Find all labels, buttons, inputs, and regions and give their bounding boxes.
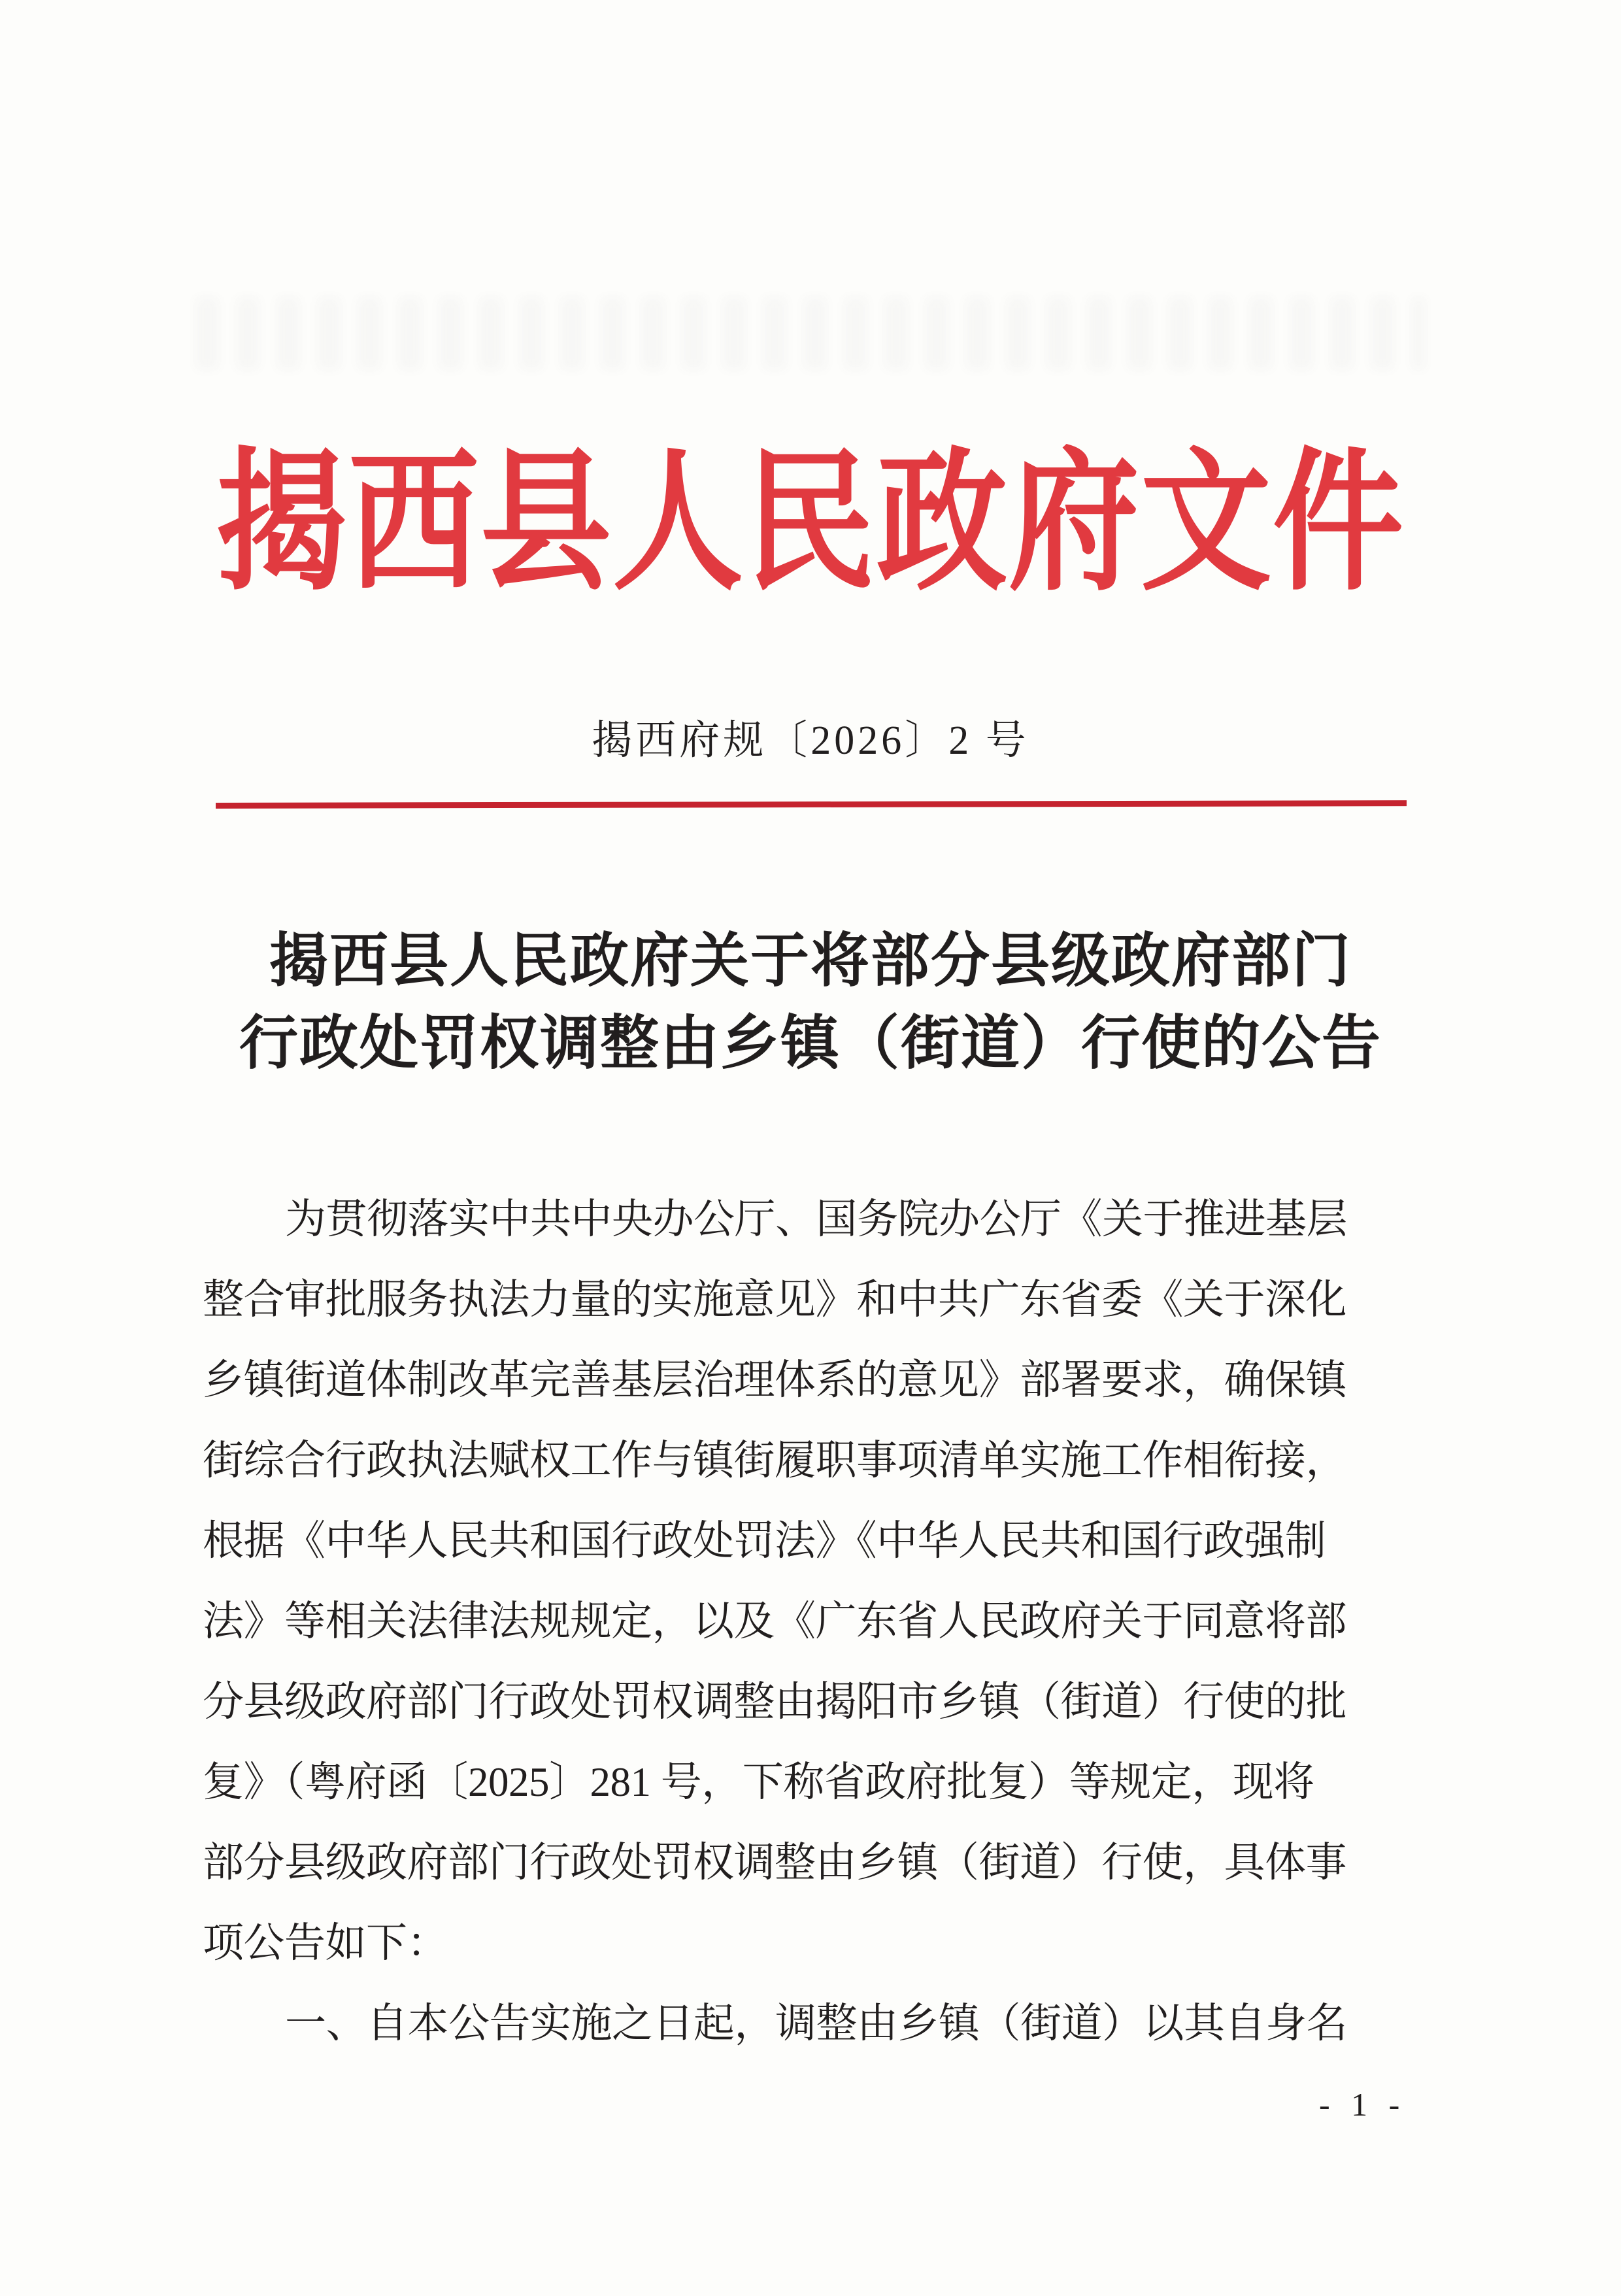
body-line: 根据《中华人民共和国行政处罚法》《中华人民共和国行政强制	[203, 1518, 1326, 1564]
bleed-through-ghost-band	[196, 297, 1425, 369]
body-line: 项公告如下：	[203, 1920, 448, 1966]
body-line: 部分县级政府部门行政处罚权调整由乡镇（街道）行使，具体事	[203, 1840, 1346, 1885]
red-letterhead-title: 揭西县人民政府文件	[216, 439, 1405, 609]
body-line: 复》（粤府函〔2025〕281 号，下称省政府批复）等规定，现将	[203, 1759, 1314, 1805]
document-body	[203, 1179, 1438, 2064]
body-line: 乡镇街道体制改革完善基层治理体系的意见》部署要求，确保镇	[203, 1357, 1346, 1403]
document-reference-number: 揭西府规〔2026〕2 号	[592, 718, 1029, 763]
body-line: 法》等相关法律法规规定，以及《广东省人民政府关于同意将部	[203, 1598, 1346, 1644]
document-title-line-2: 行政处罚权调整由乡镇（街道）行使的公告	[239, 1011, 1382, 1076]
body-line: 一、自本公告实施之日起，调整由乡镇（街道）以其自身名	[285, 2001, 1347, 2046]
document-title-line-1: 揭西县人民政府关于将部分县级政府部门	[269, 929, 1352, 994]
red-separator-rule	[216, 800, 1407, 809]
body-line: 整合审批服务执法力量的实施意见》和中共广东省委《关于深化	[203, 1277, 1346, 1323]
body-line: 街综合行政执法赋权工作与镇街履职事项清单实施工作相衔接，	[203, 1438, 1346, 1483]
page-number: - 1 -	[1319, 2086, 1407, 2123]
body-line: 为贯彻落实中共中央办公厅、国务院办公厅《关于推进基层	[285, 1196, 1347, 1242]
document-title	[0, 920, 1621, 1085]
body-line: 分县级政府部门行政处罚权调整由揭阳市乡镇（街道）行使的批	[203, 1679, 1346, 1725]
